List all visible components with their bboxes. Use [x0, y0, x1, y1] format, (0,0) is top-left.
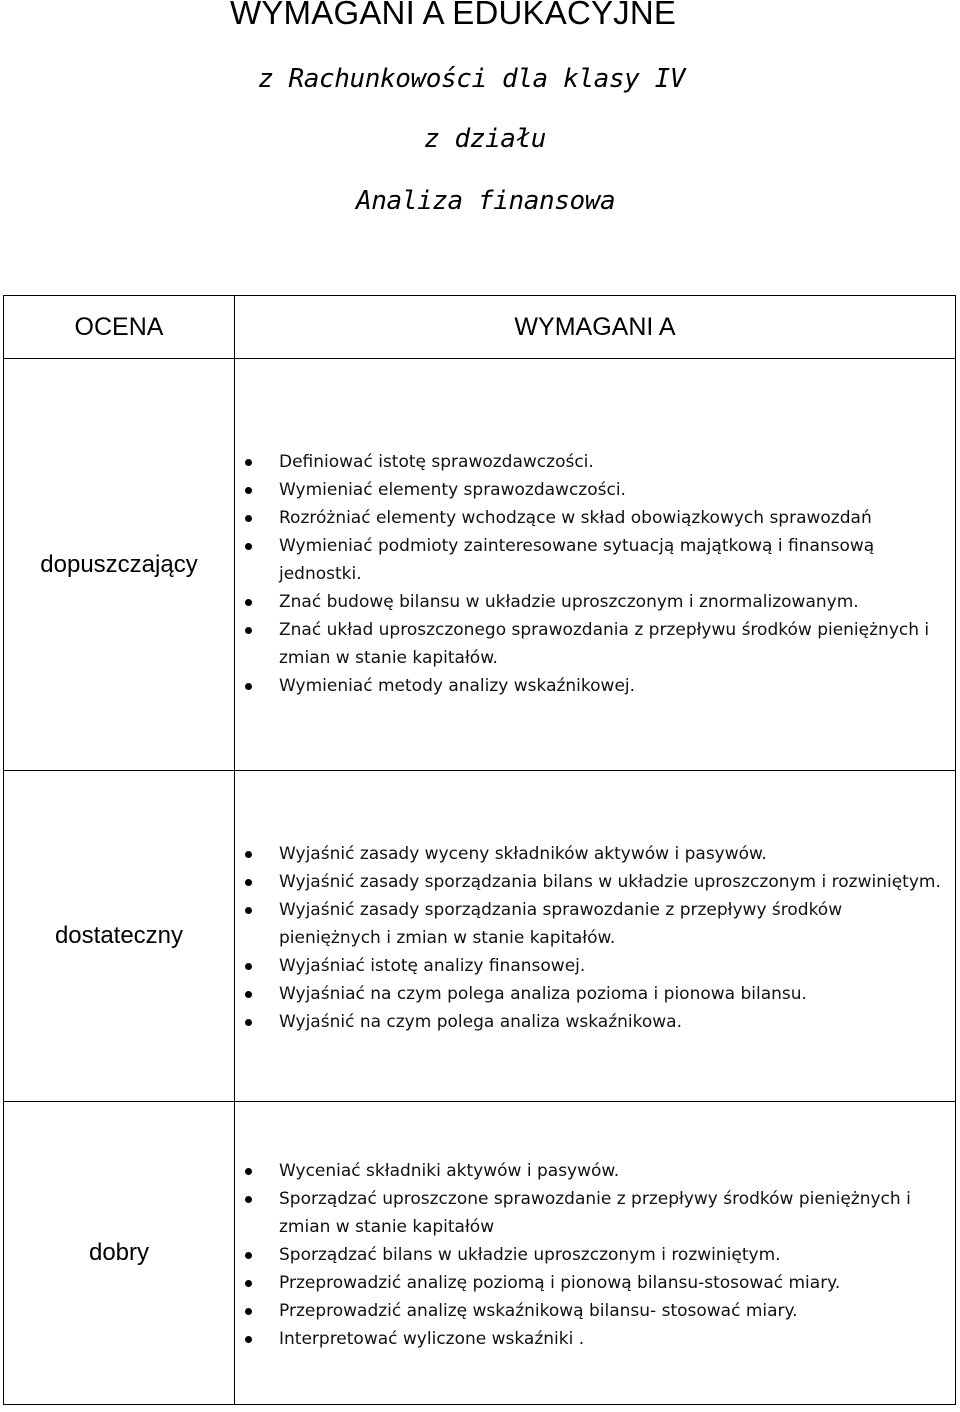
list-item: Znać budowę bilansu w układzie uproszczonym i znormalizowanym.: [235, 588, 945, 616]
section-name: Analiza finansowa: [356, 186, 616, 216]
list-item: Rozróżniać elementy wchodzące w skład obowiązkowych sprawozdań: [235, 504, 945, 532]
list-item: Wyjaśnić zasady sporządzania bilans w układzie uproszczonym i rozwiniętym.: [235, 868, 945, 896]
grade-label: dobry: [4, 1102, 235, 1405]
requirements-list: [235, 840, 955, 1036]
section-label: z działu: [424, 124, 547, 154]
requirements-list: [235, 1157, 955, 1353]
header-grade: OCENA: [4, 296, 235, 359]
list-item: Definiować istotę sprawozdawczości.: [235, 448, 945, 476]
subject-subtitle: z Rachunkowości dla klasy IV: [258, 64, 686, 94]
list-item: Wyceniać składniki aktywów i pasywów.: [235, 1157, 945, 1185]
list-item: Wyjaśnić zasady sporządzania sprawozdanie z przepływy środków pieniężnych i zmian w stanie kapitałów.: [235, 896, 945, 952]
list-item: Znać układ uproszczonego sprawozdania z przepływu środków pieniężnych i zmian w stanie kapitałów.: [235, 616, 945, 672]
list-item: Wymieniać elementy sprawozdawczości.: [235, 476, 945, 504]
table-row: [4, 1102, 956, 1405]
list-item: Sporządzać uproszczone sprawozdanie z przepływy środków pieniężnych i zmian w stanie kapitałów: [235, 1185, 945, 1241]
requirements-cell: [235, 359, 956, 771]
grade-label: dostateczny: [4, 771, 235, 1102]
table-header-row: [4, 296, 956, 359]
list-item: Sporządzać bilans w układzie uproszczonym i rozwiniętym.: [235, 1241, 945, 1269]
requirements-cell: [235, 1102, 956, 1405]
requirements-list: [235, 448, 955, 700]
list-item: Wymieniać podmioty zainteresowane sytuacją majątkową i finansową jednostki.: [235, 532, 945, 588]
grade-label: dopuszczający: [4, 359, 235, 771]
list-item: Przeprowadzić analizę poziomą i pionową bilansu-stosować miary.: [235, 1269, 945, 1297]
list-item: Wymieniać metody analizy wskaźnikowej.: [235, 672, 945, 700]
table-row: [4, 771, 956, 1102]
requirements-cell: [235, 771, 956, 1102]
document-title: WYMAGANI A EDUKACYJNE: [230, 0, 677, 31]
list-item: Wyjaśnić na czym polega analiza wskaźnikowa.: [235, 1008, 945, 1036]
list-item: Przeprowadzić analizę wskaźnikową bilansu- stosować miary.: [235, 1297, 945, 1325]
list-item: Wyjaśniać na czym polega analiza pozioma i pionowa bilansu.: [235, 980, 945, 1008]
list-item: Wyjaśnić zasady wyceny składników aktywów i pasywów.: [235, 840, 945, 868]
table-row: [4, 359, 956, 771]
list-item: Wyjaśniać istotę analizy finansowej.: [235, 952, 945, 980]
header-requirements: WYMAGANI A: [235, 296, 956, 359]
list-item: Interpretować wyliczone wskaźniki .: [235, 1325, 945, 1353]
requirements-table: [3, 295, 956, 1405]
